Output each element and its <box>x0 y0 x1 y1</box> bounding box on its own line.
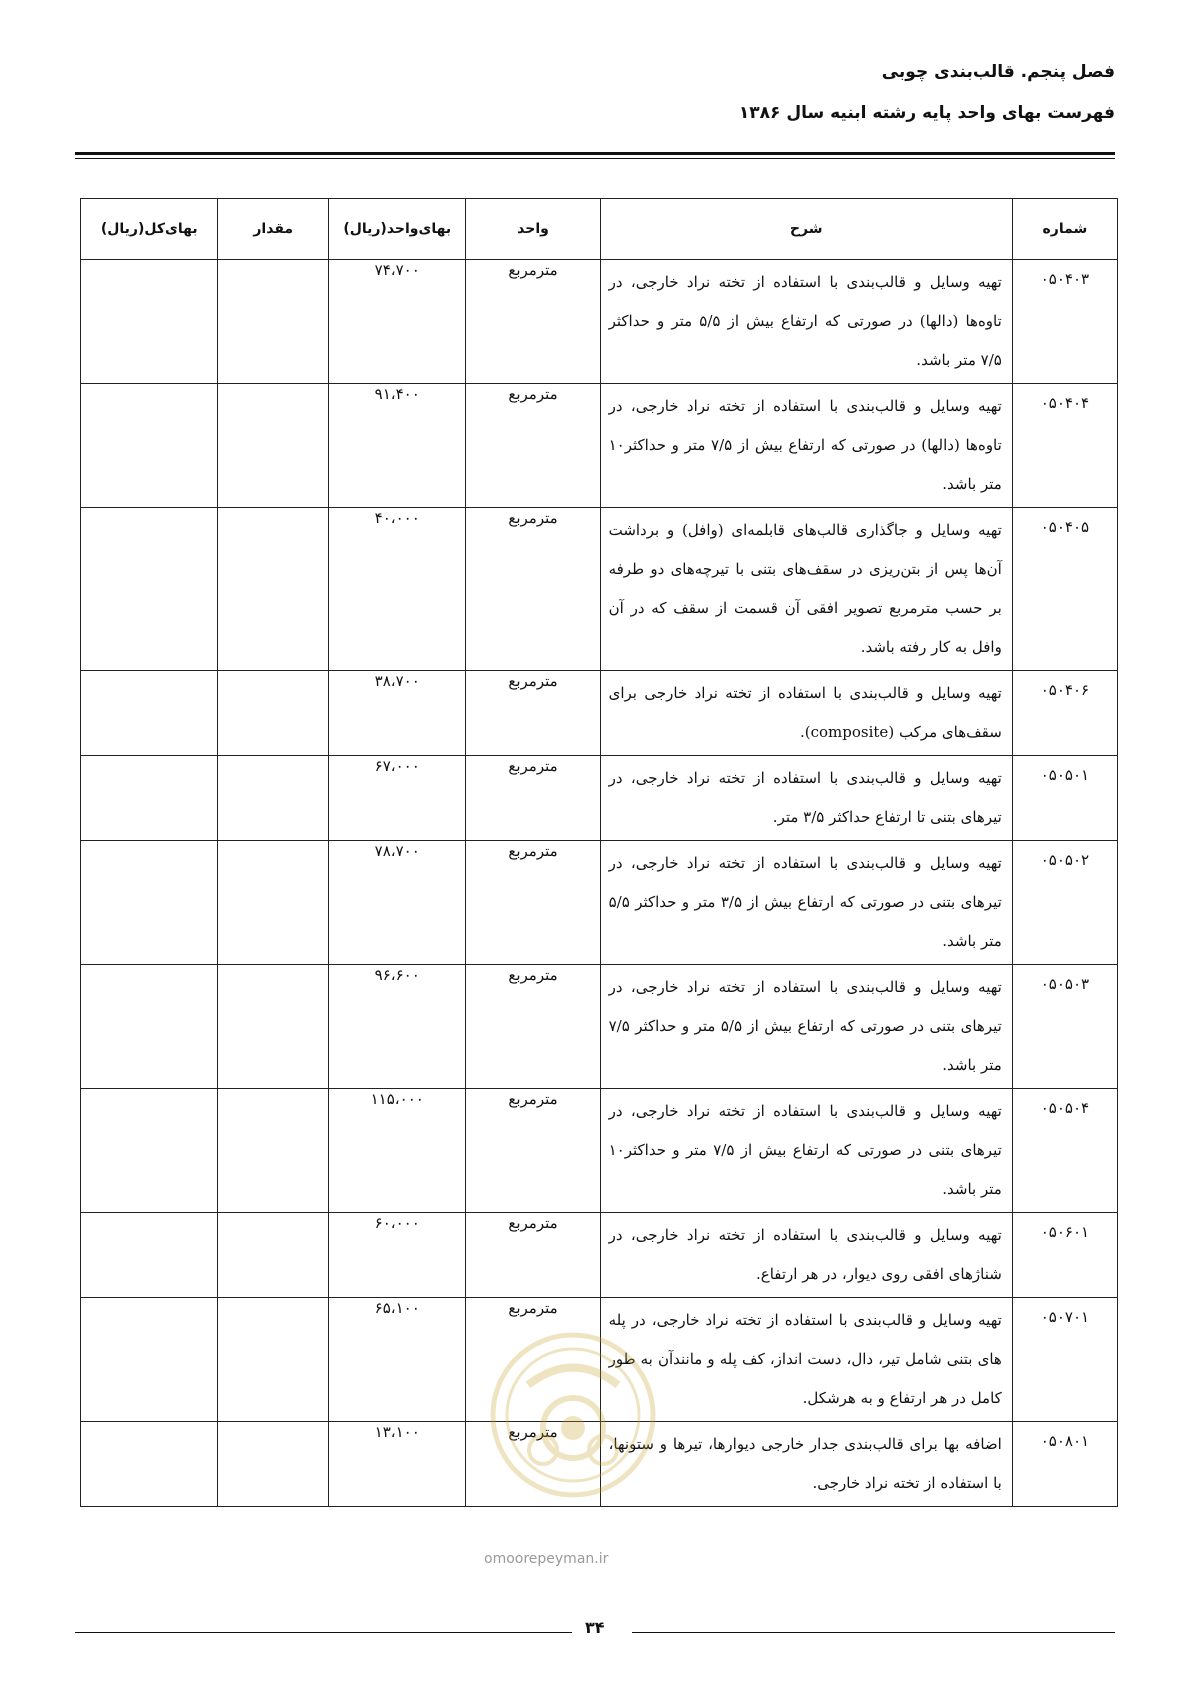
table-row <box>81 671 1118 756</box>
item-description: تهیه وسایل و جاگذاری قالب‌های قابلمه‌ای (وافل) و برداشت آن‌ها پس از بتن‌ریزی در سقف‌های بتنی با تیرچه‌های دو طرفه بر حسب مترمربع تصویر افقی آن قسمت از سقف که در آن وافل به کار رفته باشد. <box>600 508 1012 671</box>
header-total-price: بهای‌کل(ریال) <box>81 199 218 260</box>
item-total <box>81 1422 218 1507</box>
item-total <box>81 1089 218 1213</box>
page-header <box>739 62 1115 123</box>
item-quantity <box>218 965 329 1089</box>
chapter-title: فصل پنجم. قالب‌بندی چوبی <box>881 62 1115 82</box>
item-total <box>81 965 218 1089</box>
item-description: تهیه وسایل و قالب‌بندی با استفاده از تخته نراد خارجی، در پله های بتنی شامل تیر، دال، دست انداز، کف پله و مانندآن به طور کامل در هر ارتفاع و به هرشکل. <box>600 1298 1012 1422</box>
item-quantity <box>218 671 329 756</box>
page-number: ۳۴ <box>585 1618 605 1637</box>
footer-rule-right <box>632 1632 1115 1633</box>
header-quantity: مقدار <box>218 199 329 260</box>
item-unit-price: ۷۸،۷۰۰ <box>329 841 466 965</box>
item-unit-price: ۹۶،۶۰۰ <box>329 965 466 1089</box>
table-row <box>81 756 1118 841</box>
item-code: ۰۵۰۵۰۴ <box>1012 1089 1117 1213</box>
item-unit: مترمربع <box>466 756 600 841</box>
watermark-seal-icon <box>488 1330 658 1500</box>
watermark-text: omoorepeyman.ir <box>484 1551 609 1567</box>
item-total <box>81 671 218 756</box>
table-row <box>81 508 1118 671</box>
item-quantity <box>218 756 329 841</box>
header-rule-thin <box>75 158 1115 159</box>
item-code: ۰۵۰۸۰۱ <box>1012 1422 1117 1507</box>
item-code: ۰۵۰۷۰۱ <box>1012 1298 1117 1422</box>
item-unit: مترمربع <box>466 841 600 965</box>
item-unit: مترمربع <box>466 1089 600 1213</box>
header-unit-price: بهای‌واحد(ریال) <box>329 199 466 260</box>
table-row <box>81 965 1118 1089</box>
table-header-row <box>81 199 1118 260</box>
item-code: ۰۵۰۴۰۵ <box>1012 508 1117 671</box>
header-description: شرح <box>600 199 1012 260</box>
item-quantity <box>218 1298 329 1422</box>
item-code: ۰۵۰۵۰۱ <box>1012 756 1117 841</box>
item-code: ۰۵۰۴۰۴ <box>1012 384 1117 508</box>
item-quantity <box>218 1422 329 1507</box>
item-quantity <box>218 1089 329 1213</box>
document-title: فهرست بهای واحد پایه رشته ابنیه سال ۱۳۸۶ <box>738 103 1115 123</box>
table-row <box>81 384 1118 508</box>
item-unit: مترمربع <box>466 1422 600 1507</box>
item-unit-price: ۷۴،۷۰۰ <box>329 260 466 384</box>
table-row <box>81 260 1118 384</box>
item-description: تهیه وسایل و قالب‌بندی با استفاده از تخته نراد خارجی، در تیرهای بتنی در صورتی که ارتفاع بیش از ۳/۵ متر و حداکثر ۵/۵ متر باشد. <box>600 841 1012 965</box>
item-code: ۰۵۰۴۰۳ <box>1012 260 1117 384</box>
item-unit: مترمربع <box>466 260 600 384</box>
item-total <box>81 260 218 384</box>
item-unit-price: ۴۰،۰۰۰ <box>329 508 466 671</box>
item-unit: مترمربع <box>466 965 600 1089</box>
item-unit-price: ۱۳،۱۰۰ <box>329 1422 466 1507</box>
item-quantity <box>218 1213 329 1298</box>
item-code: ۰۵۰۵۰۲ <box>1012 841 1117 965</box>
table-row <box>81 841 1118 965</box>
table-row <box>81 1213 1118 1298</box>
item-unit-price: ۱۱۵،۰۰۰ <box>329 1089 466 1213</box>
item-total <box>81 841 218 965</box>
item-description: اضافه بها برای قالب‌بندی جدار خارجی دیوارها، تیرها و ستونها، با استفاده از تخته نراد خارجی. <box>600 1422 1012 1507</box>
table-row <box>81 1089 1118 1213</box>
item-total <box>81 756 218 841</box>
item-quantity <box>218 384 329 508</box>
item-unit-price: ۶۵،۱۰۰ <box>329 1298 466 1422</box>
item-code: ۰۵۰۴۰۶ <box>1012 671 1117 756</box>
item-description: تهیه وسایل و قالب‌بندی با استفاده از تخته نراد خارجی، در تاوه‌ها (دالها) در صورتی که ارتفاع بیش از ۵/۵ متر و حداکثر ۷/۵ متر باشد. <box>600 260 1012 384</box>
header-unit: واحد <box>466 199 600 260</box>
item-unit: مترمربع <box>466 384 600 508</box>
item-description: تهیه وسایل و قالب‌بندی با استفاده از تخته نراد خارجی، در تیرهای بتنی در صورتی که ارتفاع بیش از ۵/۵ متر و حداکثر ۷/۵ متر باشد. <box>600 965 1012 1089</box>
item-unit-price: ۶۰،۰۰۰ <box>329 1213 466 1298</box>
item-quantity <box>218 260 329 384</box>
item-total <box>81 1213 218 1298</box>
item-unit: مترمربع <box>466 671 600 756</box>
item-code: ۰۵۰۶۰۱ <box>1012 1213 1117 1298</box>
item-total <box>81 1298 218 1422</box>
item-total <box>81 384 218 508</box>
item-quantity <box>218 508 329 671</box>
item-description: تهیه وسایل و قالب‌بندی با استفاده از تخته نراد خارجی، در تیرهای بتنی در صورتی که ارتفاع بیش از ۷/۵ متر و حداکثر۱۰ متر باشد. <box>600 1089 1012 1213</box>
header-rule-thick <box>75 152 1115 155</box>
item-unit: مترمربع <box>466 1298 600 1422</box>
item-total <box>81 508 218 671</box>
item-unit: مترمربع <box>466 508 600 671</box>
item-quantity <box>218 841 329 965</box>
item-description: تهیه وسایل و قالب‌بندی با استفاده از تخته نراد خارجی، در تاوه‌ها (دالها) در صورتی که ارتفاع بیش از ۷/۵ متر و حداکثر۱۰ متر باشد. <box>600 384 1012 508</box>
item-unit: مترمربع <box>466 1213 600 1298</box>
item-code: ۰۵۰۵۰۳ <box>1012 965 1117 1089</box>
item-description: تهیه وسایل و قالب‌بندی با استفاده از تخته نراد خارجی، در تیرهای بتنی تا ارتفاع حداکثر ۳/۵ متر. <box>600 756 1012 841</box>
header-code: شماره <box>1012 199 1117 260</box>
item-description: تهیه وسایل و قالب‌بندی با استفاده از تخته نراد خارجی، در شناژهای افقی روی دیوار، در هر ارتفاع. <box>600 1213 1012 1298</box>
footer-rule-left <box>75 1632 572 1633</box>
item-description: تهیه وسایل و قالب‌بندی با استفاده از تخته نراد خارجی برای سقف‌های مرکب (composite). <box>600 671 1012 756</box>
item-unit-price: ۹۱،۴۰۰ <box>329 384 466 508</box>
item-unit-price: ۶۷،۰۰۰ <box>329 756 466 841</box>
item-unit-price: ۳۸،۷۰۰ <box>329 671 466 756</box>
price-table <box>80 198 1118 1507</box>
